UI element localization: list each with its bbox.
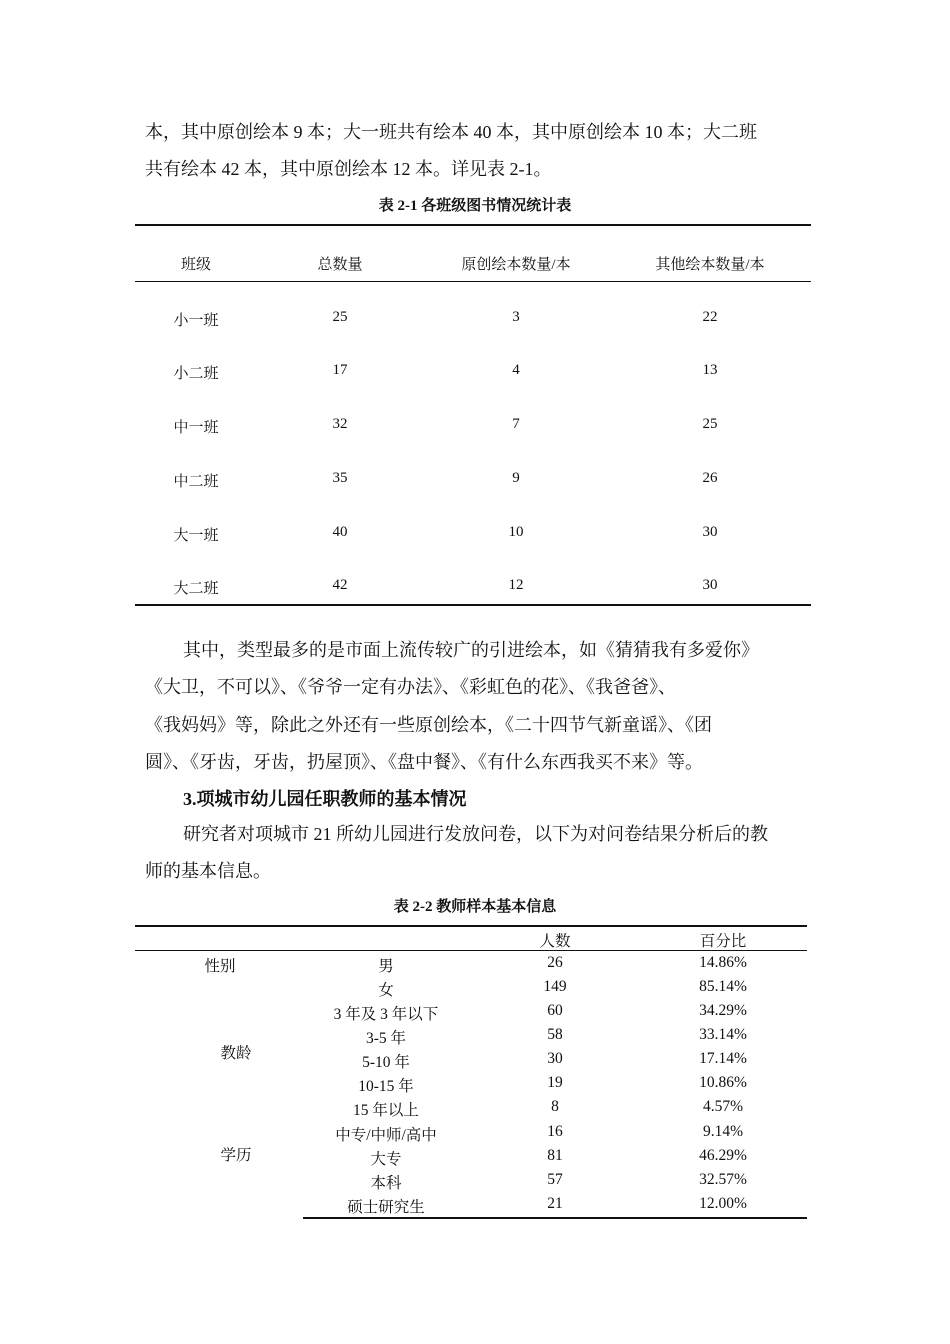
table1-cell: 大二班 xyxy=(173,581,219,597)
table2-cell: 9.14% xyxy=(702,1123,744,1140)
table1-cell: 42 xyxy=(332,577,348,593)
table2-cell: 3-5 年 xyxy=(365,1030,407,1047)
table2-cell: 12.00% xyxy=(699,1195,747,1212)
table2-cell: 30 xyxy=(547,1050,563,1067)
table2-cell: 3 年及 3 年以下 xyxy=(333,1006,439,1023)
table1-cell: 3 xyxy=(512,309,520,325)
table2-bottom-rule xyxy=(303,1217,807,1219)
table2-cell: 10.86% xyxy=(699,1074,747,1091)
table2-caption: 表 2-2 教师样本基本信息 xyxy=(393,899,557,915)
table1-cell: 22 xyxy=(702,309,718,325)
table1-caption: 表 2-1 各班级图书情况统计表 xyxy=(378,198,572,214)
table2-cell: 57 xyxy=(547,1171,563,1188)
table2-cell: 硕士研究生 xyxy=(347,1199,425,1216)
table1-bottom-rule xyxy=(135,604,811,606)
table2-cell: 34.29% xyxy=(699,1002,747,1019)
table2-cell: 中专/中师/高中 xyxy=(335,1127,437,1144)
paragraph-line: 本，其中原创绘本 9 本；大一班共有绘本 40 本，其中原创绘本 10 本；大二班 xyxy=(145,122,757,142)
table1-top-rule xyxy=(135,224,811,226)
table1-cell: 30 xyxy=(702,577,718,593)
table1-cell: 26 xyxy=(702,470,718,486)
table1-cell: 25 xyxy=(702,416,718,432)
table1-cell: 大一班 xyxy=(173,528,219,544)
table2-group-label: 教龄 xyxy=(220,1045,252,1062)
table1-cell: 32 xyxy=(332,416,348,432)
table1-cell: 中二班 xyxy=(173,474,219,490)
table2-cell: 19 xyxy=(547,1074,563,1091)
table2-cell: 21 xyxy=(547,1195,563,1212)
table2-cell: 4.57% xyxy=(702,1098,744,1115)
table2-cell: 男 xyxy=(378,958,394,975)
table2-group-label: 学历 xyxy=(220,1147,252,1164)
table2-cell: 58 xyxy=(547,1026,563,1043)
paragraph-line: 共有绘本 42 本，其中原创绘本 12 本。详见表 2-1。 xyxy=(145,159,552,179)
table2-cell: 女 xyxy=(378,982,394,999)
table2-cell: 85.14% xyxy=(699,978,747,995)
table2-cell: 149 xyxy=(543,978,567,995)
table1-cell: 小一班 xyxy=(173,313,219,329)
table2-cell: 26 xyxy=(547,954,563,971)
table2-cell: 81 xyxy=(547,1147,563,1164)
table2-header-rule xyxy=(135,950,807,951)
table1-cell: 4 xyxy=(512,362,520,378)
paragraph-line: 《我妈妈》等，除此之外还有一些原创绘本，《二十四节气新童谣》、《团 xyxy=(145,715,712,735)
table1-header-rule xyxy=(135,281,811,282)
table2-cell: 33.14% xyxy=(699,1026,747,1043)
table2-cell: 10-15 年 xyxy=(358,1078,414,1095)
table2-cell: 46.29% xyxy=(699,1147,747,1164)
paragraph-line: 其中，类型最多的是市面上流传较广的引进绘本，如《猜猜我有多爱你》 xyxy=(183,640,759,660)
paragraph-line: 圆》、《牙齿，牙齿，扔屋顶》、《盘中餐》、《有什么东西我买不来》等。 xyxy=(145,752,703,772)
table1-cell: 小二班 xyxy=(173,366,219,382)
table1-cell: 7 xyxy=(512,416,520,432)
table1-header: 班级 xyxy=(180,257,211,273)
table1-cell: 17 xyxy=(332,362,348,378)
table2-group-label: 性别 xyxy=(204,958,236,975)
paragraph-line: 师的基本信息。 xyxy=(145,861,271,881)
table2-cell: 32.57% xyxy=(699,1171,747,1188)
table2-header: 人数 xyxy=(539,933,571,950)
table2-cell: 16 xyxy=(547,1123,563,1140)
table1-cell: 12 xyxy=(508,577,524,593)
table2-top-rule xyxy=(135,925,807,927)
table1-cell: 30 xyxy=(702,524,718,540)
table1-cell: 9 xyxy=(512,470,520,486)
table1-cell: 35 xyxy=(332,470,348,486)
table2-cell: 8 xyxy=(551,1098,559,1115)
table1-cell: 10 xyxy=(508,524,524,540)
table2-cell: 大专 xyxy=(370,1151,402,1168)
table2-cell: 本科 xyxy=(370,1175,402,1192)
table1-header: 原创绘本数量/本 xyxy=(461,257,571,273)
table1-header: 其他绘本数量/本 xyxy=(655,257,765,273)
table1-cell: 25 xyxy=(332,309,348,325)
table2-cell: 17.14% xyxy=(699,1050,747,1067)
table1-cell: 中一班 xyxy=(173,420,219,436)
table2-header: 百分比 xyxy=(699,933,747,950)
table1-cell: 40 xyxy=(332,524,348,540)
table1-cell: 13 xyxy=(702,362,718,378)
table2-cell: 15 年以上 xyxy=(353,1102,419,1119)
table2-cell: 14.86% xyxy=(699,954,747,971)
paragraph-line: 《大卫，不可以》、《爷爷一定有办法》、《彩虹色的花》、《我爸爸》、 xyxy=(145,677,676,697)
paragraph-line: 研究者对项城市 21 所幼儿园进行发放问卷，以下为对问卷结果分析后的教 xyxy=(183,824,768,844)
table2-cell: 60 xyxy=(547,1002,563,1019)
table2-cell: 5-10 年 xyxy=(362,1054,410,1071)
table1-header: 总数量 xyxy=(317,257,363,273)
section-heading: 3.项城市幼儿园任职教师的基本情况 xyxy=(183,789,467,809)
